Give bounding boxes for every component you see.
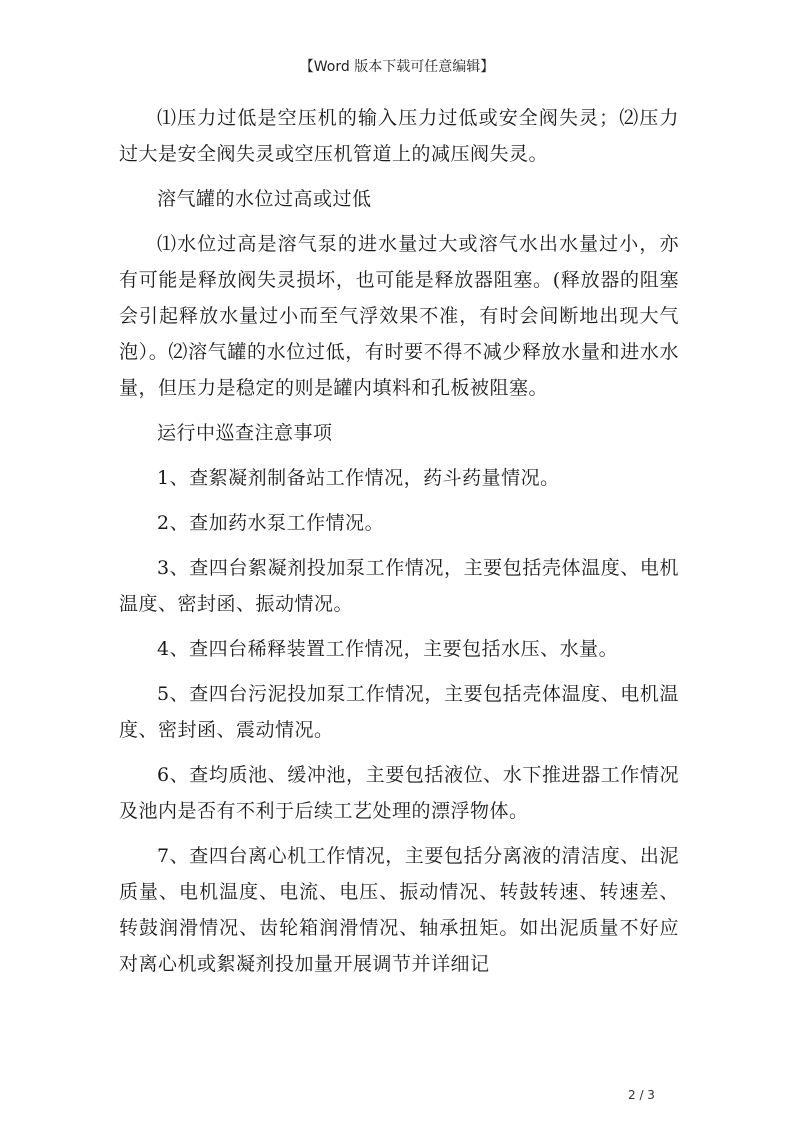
heading-inspection: 运行中巡查注意事项 [157, 422, 333, 444]
list-item: 2、查加药水泵工作情况。 [157, 512, 385, 534]
page-number: 2 / 3 [628, 1088, 655, 1102]
paragraph-pressure: ⑴压力过低是空压机的输入压力过低或安全阀失灵；⑵压力过大是安全阀失灵或空压机管道上的减压阀失灵。 [119, 107, 679, 165]
heading-water-level: 溶气罐的水位过高或过低 [157, 188, 372, 210]
paragraph-water-level: ⑴水位过高是溶气泵的进水量过大或溶气水出水量过小，亦有可能是释放阀失灵损坏，也可能是释放器阻塞。(释放器的阻塞会引起释放水量过小而至气浮效果不准，有时会间断地出现大气泡）。⑵溶气罐的水位过低，有时要不得不减少释放水量和进水水量，但压力是稳定的则是罐内填料和孔板被阻塞。 [119, 233, 679, 399]
document-body [119, 100, 679, 982]
list-item: 7、查四台离心机工作情况，主要包括分离液的清洁度、出泥质量、电机温度、电流、电压、振动情况、转鼓转速、转速差、转鼓润滑情况、齿轮箱润滑情况、轴承扭矩。如出泥质量不好应对离心机或絮凝剂投加量开展调节并详细记 [119, 845, 679, 975]
list-item: 3、查四台絮凝剂投加泵工作情况，主要包括壳体温度、电机温度、密封函、振动情况。 [119, 557, 679, 615]
list-item: 1、查絮凝剂制备站工作情况，药斗药量情况。 [157, 467, 560, 489]
list-item: 5、查四台污泥投加泵工作情况，主要包括壳体温度、电机温度、密封函、震动情况。 [119, 683, 679, 741]
list-item: 6、查均质池、缓冲池，主要包括液位、水下推进器工作情况及池内是否有不利于后续工艺处理的漂浮物体。 [119, 764, 679, 822]
list-item: 4、查四台稀释装置工作情况，主要包括水压、水量。 [157, 638, 619, 660]
document-header: 【Word 版本下载可任意编辑】 [299, 59, 495, 75]
